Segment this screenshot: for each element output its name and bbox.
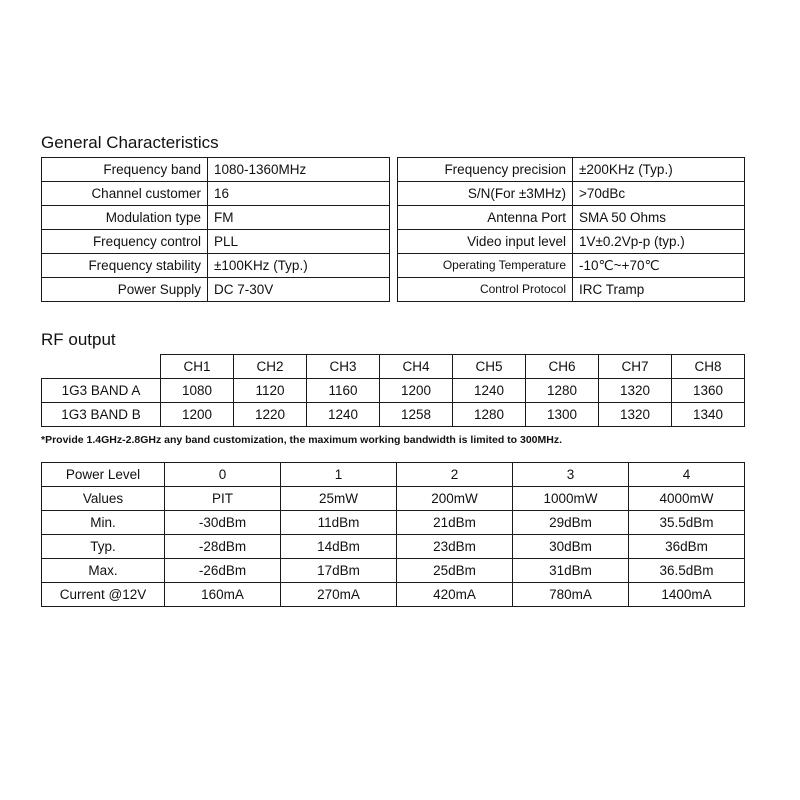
row-label: Current @12V [42,583,165,607]
row-label: Values [42,487,165,511]
spec-value: FM [208,206,390,230]
spec-label: Channel customer [42,182,208,206]
table-row [42,535,745,559]
spec-value: 16 [208,182,390,206]
frequency-cell: 1240 [307,403,380,427]
frequency-cell: 1220 [234,403,307,427]
band-customization-note: *Provide 1.4GHz-2.8GHz any band customization, the maximum working bandwidth is limited to 300MHz. [41,434,563,446]
general-right-table [397,157,745,302]
frequency-cell: 1240 [453,379,526,403]
power-cell: 29dBm [513,511,629,535]
spec-value: IRC Tramp [573,278,745,302]
power-cell: -30dBm [165,511,281,535]
spec-value: 1V±0.2Vp-p (typ.) [573,230,745,254]
channel-header: CH6 [526,355,599,379]
power-cell: 4 [629,463,745,487]
power-cell: 36.5dBm [629,559,745,583]
table-row [42,463,745,487]
table-row [42,206,390,230]
spec-label: Modulation type [42,206,208,230]
frequency-cell: 1258 [380,403,453,427]
power-cell: 23dBm [397,535,513,559]
table-row [398,206,745,230]
power-cell: -28dBm [165,535,281,559]
table-row [398,158,745,182]
power-cell: 4000mW [629,487,745,511]
power-level-table [41,462,745,607]
corner-cell [42,355,161,379]
spec-value: >70dBc [573,182,745,206]
table-row [42,158,390,182]
power-cell: 14dBm [281,535,397,559]
frequency-cell: 1120 [234,379,307,403]
power-cell: 420mA [397,583,513,607]
row-label: Typ. [42,535,165,559]
power-cell: 3 [513,463,629,487]
row-label: Power Level [42,463,165,487]
power-cell: 11dBm [281,511,397,535]
frequency-cell: 1320 [599,403,672,427]
band-name: 1G3 BAND B [42,403,161,427]
power-cell: 25dBm [397,559,513,583]
rf-output-heading: RF output [41,330,116,349]
spec-label: Video input level [398,230,573,254]
channel-header: CH7 [599,355,672,379]
table-row [42,583,745,607]
power-cell: 2 [397,463,513,487]
frequency-cell: 1080 [161,379,234,403]
power-cell: 1000mW [513,487,629,511]
spec-label: Frequency precision [398,158,573,182]
spec-label: Antenna Port [398,206,573,230]
row-label: Max. [42,559,165,583]
power-cell: 31dBm [513,559,629,583]
table-header-row [42,355,745,379]
spec-value: DC 7-30V [208,278,390,302]
spec-label: Operating Temperature [398,254,573,278]
table-row [398,182,745,206]
frequency-cell: 1160 [307,379,380,403]
frequency-cell: 1280 [526,379,599,403]
spec-value: ±200KHz (Typ.) [573,158,745,182]
spec-value: PLL [208,230,390,254]
spec-value: SMA 50 Ohms [573,206,745,230]
row-label: Min. [42,511,165,535]
power-cell: 160mA [165,583,281,607]
power-cell: 780mA [513,583,629,607]
table-row [42,403,745,427]
channel-header: CH2 [234,355,307,379]
spec-label: Frequency stability [42,254,208,278]
table-row [398,254,745,278]
table-row [42,511,745,535]
spec-label: Frequency band [42,158,208,182]
channel-header: CH5 [453,355,526,379]
spec-label: Power Supply [42,278,208,302]
channel-header: CH1 [161,355,234,379]
table-row [42,379,745,403]
frequency-cell: 1340 [672,403,745,427]
table-row [398,230,745,254]
spec-value: -10℃~+70℃ [573,254,745,278]
table-row [398,278,745,302]
spec-label: S/N(For ±3MHz) [398,182,573,206]
power-cell: PIT [165,487,281,511]
power-cell: 35.5dBm [629,511,745,535]
table-row [42,487,745,511]
general-characteristics-heading: General Characteristics [41,133,219,152]
table-row [42,559,745,583]
frequency-cell: 1300 [526,403,599,427]
power-cell: 21dBm [397,511,513,535]
rf-output-table [41,354,745,427]
channel-header: CH3 [307,355,380,379]
frequency-cell: 1280 [453,403,526,427]
spec-label: Control Protocol [398,278,573,302]
power-cell: 25mW [281,487,397,511]
table-row [42,254,390,278]
spec-value: 1080-1360MHz [208,158,390,182]
power-cell: 1 [281,463,397,487]
frequency-cell: 1200 [380,379,453,403]
table-row [42,182,390,206]
spec-value: ±100KHz (Typ.) [208,254,390,278]
power-cell: 270mA [281,583,397,607]
general-left-table [41,157,390,302]
power-cell: 30dBm [513,535,629,559]
band-name: 1G3 BAND A [42,379,161,403]
power-cell: 200mW [397,487,513,511]
frequency-cell: 1320 [599,379,672,403]
table-row [42,230,390,254]
table-row [42,278,390,302]
power-cell: 36dBm [629,535,745,559]
power-cell: -26dBm [165,559,281,583]
frequency-cell: 1360 [672,379,745,403]
power-cell: 1400mA [629,583,745,607]
frequency-cell: 1200 [161,403,234,427]
spec-label: Frequency control [42,230,208,254]
channel-header: CH4 [380,355,453,379]
power-cell: 17dBm [281,559,397,583]
channel-header: CH8 [672,355,745,379]
power-cell: 0 [165,463,281,487]
